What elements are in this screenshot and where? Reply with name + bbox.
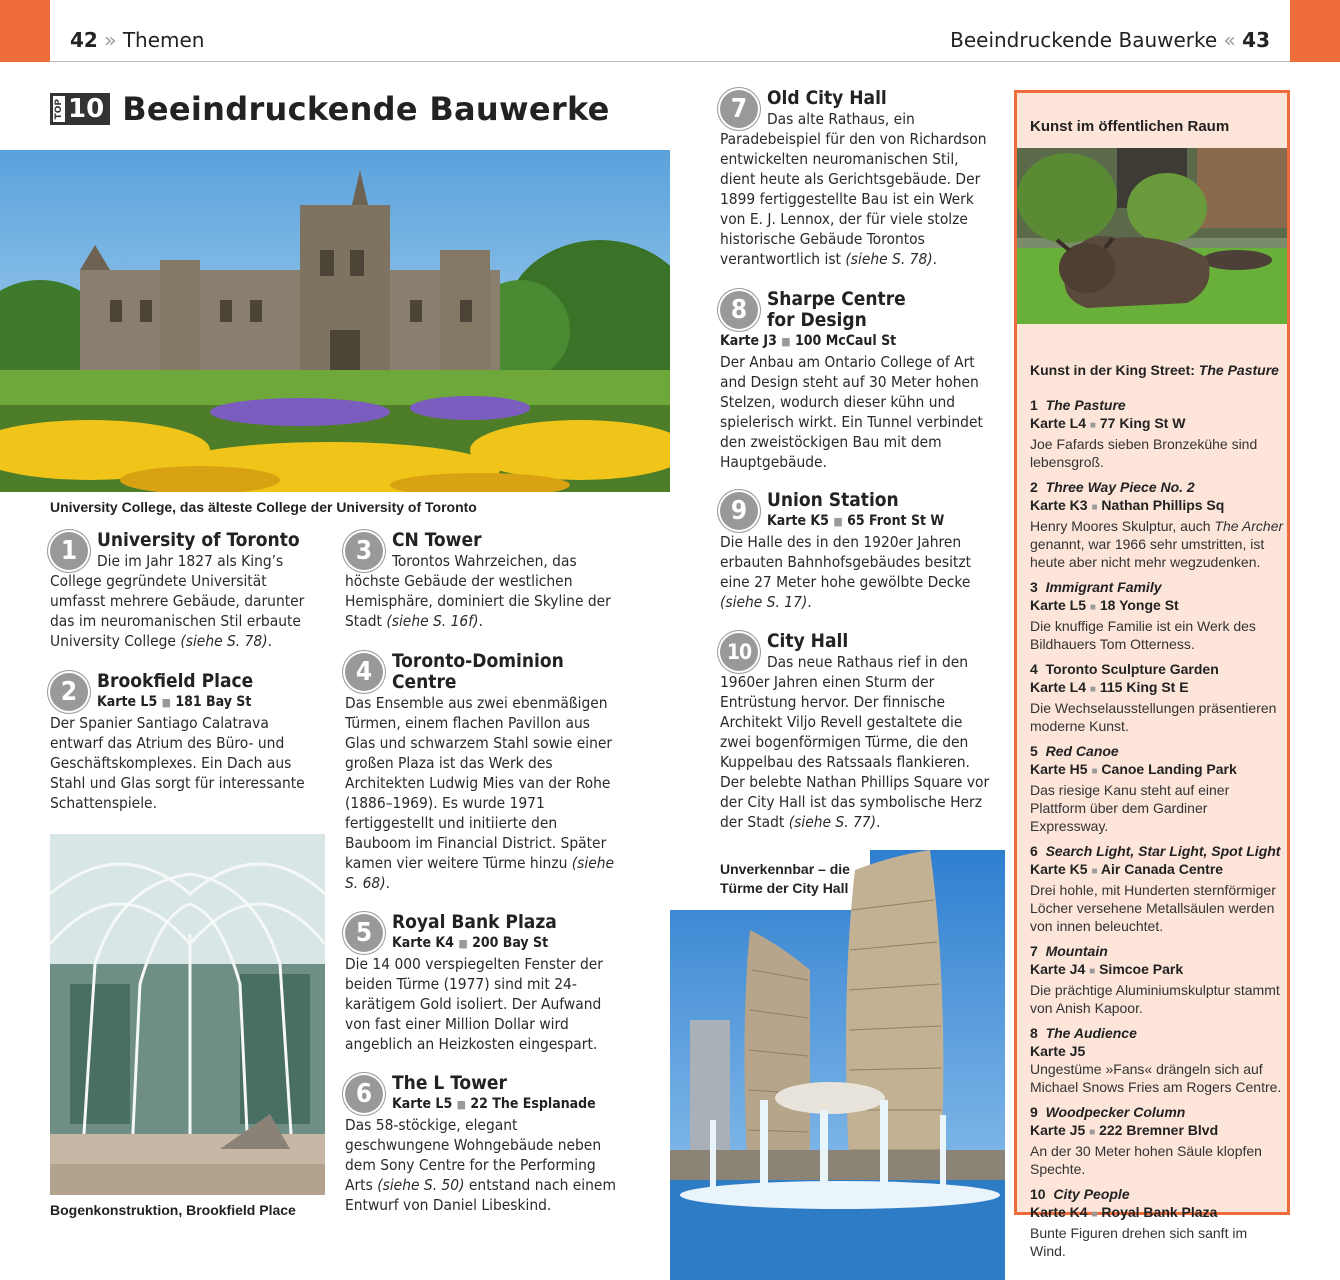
sidebar-entry-title: 1 The Pasture — [1030, 397, 1126, 413]
item-title: The L Tower — [392, 1072, 507, 1094]
sidebar-entry-desc: Drei hohle, mit Hunderten sternförmiger Löcher versehene Metallsäulen werden von innen beleuchtet. — [1030, 882, 1276, 934]
square-icon: ■ — [1089, 1127, 1096, 1138]
number-badge: 7 — [720, 90, 758, 128]
sidebar-entry-desc: Die prächtige Aluminiumskulptur stammt von Anish Kapoor. — [1030, 982, 1280, 1016]
sidebar-entry-title: 7 Mountain — [1030, 943, 1108, 959]
page-number-right: 43 — [1242, 28, 1270, 52]
item-body: Die 14 000 verspiegelten Fenster der beiden Türme (1977) sind mit 24-karätigem Gold isoliert. Der Aufwand von fast einer Million Dollar wird angeblich an Heizkosten eingespart. — [345, 955, 603, 1053]
sidebar-entry-map-ref: Karte L4 ■ 115 King St E — [1030, 679, 1189, 695]
list-item-10 — [720, 631, 996, 832]
sidebar-entry-title: 5 Red Canoe — [1030, 743, 1119, 759]
item-body: Die im Jahr 1827 als King’s College gegründete Universität umfasst mehrere Gebäude, darunter das im neuromanischen Stil erbaute University College (siehe S. 78). — [50, 552, 305, 650]
square-icon: ■ — [456, 1098, 466, 1111]
item-body: Das neue Rathaus rief in den 1960er Jahren einen Sturm der Entrüstung hervor. Der finnische Architekt Viljo Revell gestaltete die zwei bogenförmigen Türme, die den Kuppelbau des Ratssaals flankieren. Der belebte Nathan Phillips Square vor der City Hall ist das symbolische Herz der Stadt (siehe S. 77). — [720, 653, 990, 831]
section-name-right: Beeindruckende Bauwerke — [950, 28, 1218, 52]
item-body: Das alte Rathaus, ein Paradebeispiel für den von Richardson entwickelten neuromanischen Stil, dient heute als Gerichtsgebäude. Der 1899 fertiggestellte Bau ist ein Werk von E. J. Lennox, der für viele stolze historische Gebäude Torontos verantwortlich ist (siehe S. 78). — [720, 110, 987, 268]
square-icon: ■ — [161, 696, 171, 709]
sidebar-entry-map-ref: Karte J4 ■ Simcoe Park — [1030, 961, 1184, 977]
item-title: Sharpe Centre for Design — [767, 288, 906, 331]
item-body: Der Spanier Santiago Calatrava entwarf das Atrium des Büro- und Geschäftskomplexes. Ein Dach aus Stahl und Glas sorgt für interessante Schattenspiele. — [50, 714, 305, 812]
sidebar-entry — [1030, 742, 1285, 835]
list-item-6 — [345, 1073, 620, 1215]
sidebar-entry-title: 6 Search Light, Star Light, Spot Light — [1030, 843, 1281, 859]
sidebar-entry-title: 3 Immigrant Family — [1030, 579, 1162, 595]
sidebar-entry-title: 10 City People — [1030, 1186, 1130, 1202]
sidebar-entry-map-ref: Karte K4 ■ Royal Bank Plaza — [1030, 1204, 1218, 1220]
list-item-2 — [50, 671, 325, 813]
list-item-1 — [50, 530, 325, 651]
square-icon: ■ — [781, 335, 791, 348]
item-title: Old City Hall — [767, 87, 887, 109]
square-icon: ■ — [833, 515, 843, 528]
sidebar-entry-desc: Henry Moores Skulptur, auch The Archer genannt, war 1966 sehr umstritten, ist heute aber nicht mehr wegzudenken. — [1030, 518, 1284, 570]
photo-university-college — [0, 150, 670, 492]
sidebar-photo-caption: Kunst in der King Street: The Pasture — [1030, 362, 1279, 378]
sidebar-entry-title: 2 Three Way Piece No. 2 — [1030, 479, 1195, 495]
sidebar-entry-desc: Die Wechselausstellungen präsentieren moderne Kunst. — [1030, 700, 1277, 734]
sidebar-list — [1030, 396, 1285, 1267]
square-icon: ■ — [1089, 602, 1096, 613]
square-icon: ■ — [1091, 866, 1098, 877]
sidebar-entry — [1030, 478, 1285, 571]
list-item-8 — [720, 289, 996, 472]
item-title: Toronto-Dominion Centre — [392, 650, 564, 693]
sidebar-entry-title: 4 Toronto Sculpture Garden — [1030, 661, 1219, 677]
square-icon: ■ — [1091, 766, 1098, 777]
sidebar-entry-desc: Bunte Figuren drehen sich sanft im Wind. — [1030, 1225, 1248, 1259]
item-title: Royal Bank Plaza — [392, 911, 557, 933]
list-item-4 — [345, 651, 620, 893]
sidebar-entry-desc: Das riesige Kanu steht auf einer Plattform über dem Gardiner Expressway. — [1030, 782, 1230, 834]
item-map-ref: Karte K5 ■ 65 Front St W — [767, 513, 945, 529]
sidebar-entry — [1030, 1103, 1285, 1178]
page-title: Beeindruckende Bauwerke — [122, 90, 610, 128]
item-title: CN Tower — [392, 529, 482, 551]
item-map-ref: Karte L5 ■ 22 The Esplanade — [392, 1096, 596, 1112]
number-badge: 3 — [345, 532, 383, 570]
list-item-5 — [345, 912, 620, 1054]
square-icon: ■ — [1089, 420, 1096, 431]
item-map-ref: Karte K4 ■ 200 Bay St — [392, 935, 549, 951]
number-badge: 6 — [345, 1075, 383, 1113]
sidebar-entry — [1030, 396, 1285, 471]
photo-city-hall — [670, 850, 1005, 1280]
number-badge: 5 — [345, 914, 383, 952]
number-badge: 2 — [50, 673, 88, 711]
square-icon: ■ — [458, 937, 468, 950]
sidebar-entry — [1030, 942, 1285, 1017]
sidebar-entry-desc: Die knuffige Familie ist ein Werk des Bildhauers Tom Otterness. — [1030, 618, 1256, 652]
item-title: Union Station — [767, 489, 899, 511]
sidebar-entry-desc: Ungestüme »Fans« drängeln sich auf Michael Snows Fries am Rogers Centre. — [1030, 1061, 1282, 1095]
page-edge-right — [1290, 0, 1340, 62]
square-icon: ■ — [1091, 502, 1098, 513]
caption-brookfield-place: Bogenkonstruktion, Brookfield Place — [50, 1202, 296, 1218]
list-item-3 — [345, 530, 620, 631]
item-body: Die Halle des in den 1920er Jahren erbauten Bahnhofsgebäudes besitzt eine 27 Meter hohe gewölbte Decke (siehe S. 17). — [720, 533, 972, 611]
square-icon: ■ — [1091, 1209, 1098, 1220]
list-item-7 — [720, 88, 996, 269]
item-title: City Hall — [767, 630, 849, 652]
square-icon: ■ — [1089, 966, 1096, 977]
running-header-left — [70, 28, 204, 52]
caption-university-college: University College, das älteste College der University of Toronto — [50, 499, 477, 515]
list-item-9 — [720, 490, 996, 612]
item-title: Brookfield Place — [97, 670, 254, 692]
item-body: Der Anbau am Ontario College of Art and Design steht auf 30 Meter hohen Stelzen, wodurch dieser kühn und spielerisch wirkt. Ein Tunnel verbindet den zweistöckigen Bau mit dem Hauptgebäude. — [720, 353, 983, 471]
page-edge-left — [0, 0, 50, 62]
number-badge: 9 — [720, 492, 758, 530]
sidebar-entry-map-ref: Karte J5 ■ 222 Bremner Blvd — [1030, 1122, 1219, 1138]
sidebar-entry-title: 9 Woodpecker Column — [1030, 1104, 1186, 1120]
item-map-ref: Karte L5 ■ 181 Bay St — [97, 694, 252, 710]
running-header-right — [950, 28, 1270, 52]
sidebar-public-art — [1014, 90, 1290, 1259]
item-body: Das Ensemble aus zwei ebenmäßigen Türmen, einem flachen Pavillon aus Glas und schwarzem Stahl sowie einer großen Plaza ist das Werk des Architekten Ludwig Mies van der Rohe (1886–1969). Es wurde 1971 fertiggestellt und initiierte den Bauboom im Financial District. Später kamen vier weitere Türme hinzu (siehe S. 68). — [345, 694, 615, 892]
chapter-title — [50, 90, 610, 128]
chevron-left-icon: « — [1223, 28, 1236, 52]
sidebar-entry — [1030, 1024, 1285, 1096]
chevron-right-icon: » — [104, 28, 117, 52]
sidebar-entry — [1030, 578, 1285, 653]
section-name-left: Themen — [122, 28, 205, 52]
sidebar-entry-map-ref: Karte J5 — [1030, 1043, 1086, 1059]
page-number-left: 42 — [70, 28, 98, 52]
caption-city-hall: Unverkennbar – die Türme der City Hall — [720, 861, 850, 896]
number-badge: 1 — [50, 532, 88, 570]
top10-badge-icon: TOP 10 — [50, 93, 110, 125]
sidebar-entry — [1030, 842, 1285, 935]
sidebar-entry-title: 8 The Audience — [1030, 1025, 1137, 1041]
sidebar-entry-map-ref: Karte L5 ■ 18 Yonge St — [1030, 597, 1179, 613]
photo-brookfield-place — [50, 834, 325, 1195]
sidebar-entry-desc: An der 30 Meter hohen Säule klopfen Spechte. — [1030, 1143, 1262, 1177]
item-title: University of Toronto — [97, 529, 300, 551]
header-divider — [50, 61, 1290, 62]
number-badge: 10 — [720, 633, 758, 671]
sidebar-entry-map-ref: Karte H5 ■ Canoe Landing Park — [1030, 761, 1237, 777]
sidebar-entry-desc: Joe Fafards sieben Bronzekühe sind lebensgroß. — [1030, 436, 1258, 470]
number-badge: 4 — [345, 653, 383, 691]
sidebar-entry-map-ref: Karte K3 ■ Nathan Phillips Sq — [1030, 497, 1225, 513]
sidebar-title: Kunst im öffentlichen Raum — [1030, 118, 1230, 135]
sidebar-entry — [1030, 660, 1285, 735]
sidebar-entry — [1030, 1185, 1285, 1260]
item-body: Torontos Wahrzeichen, das höchste Gebäude der westlichen Hemisphäre, dominiert die Skyline der Stadt (siehe S. 16f). — [345, 552, 611, 630]
sidebar-entry-map-ref: Karte L4 ■ 77 King St W — [1030, 415, 1186, 431]
photo-the-pasture — [1017, 148, 1287, 324]
item-map-ref: Karte J3 ■ 100 McCaul St — [720, 333, 897, 349]
item-body: Das 58-stöckige, elegant geschwungene Wohngebäude neben dem Sony Centre for the Performing Arts (siehe S. 50) entstand nach einem Entwurf von Daniel Libeskind. — [345, 1116, 616, 1214]
sidebar-entry-map-ref: Karte K5 ■ Air Canada Centre — [1030, 861, 1224, 877]
number-badge: 8 — [720, 291, 758, 329]
square-icon: ■ — [1089, 684, 1096, 695]
